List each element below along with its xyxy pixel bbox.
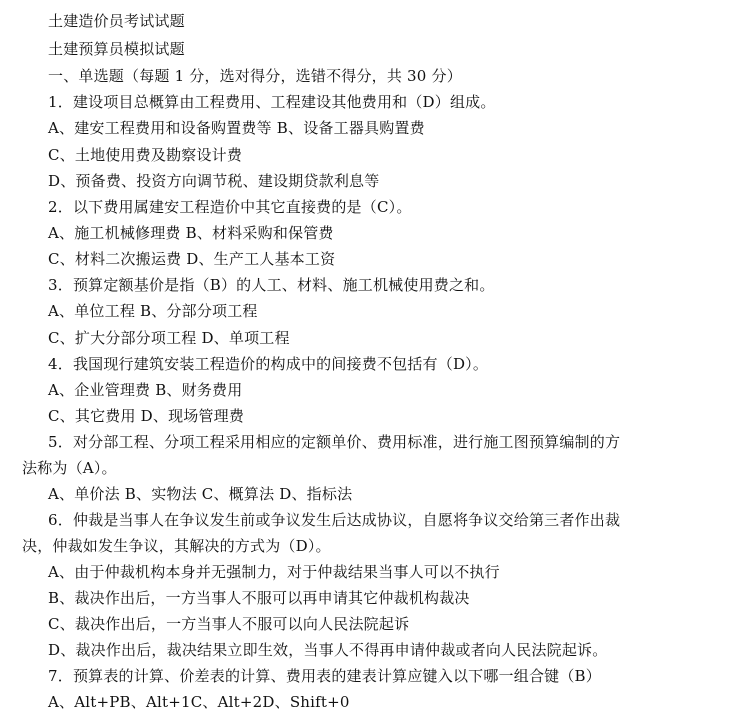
question-stem: 3．预算定额基价是指（B）的人工、材料、施工机械使用费之和。	[48, 276, 495, 294]
question-stem-continuation: 法称为（A）。	[22, 459, 117, 477]
question-option: C、土地使用费及勘察设计费	[48, 146, 243, 164]
question-stem: 4．我国现行建筑安装工程造价的构成中的间接费不包括有（D）。	[48, 355, 489, 373]
question-option: C、材料二次搬运费 D、生产工人基本工资	[48, 250, 336, 268]
question-option: A、单价法 B、实物法 C、概算法 D、指标法	[48, 485, 353, 503]
question-option: A、施工机械修理费 B、材料采购和保管费	[48, 224, 334, 242]
question-option: B、裁决作出后，一方当事人不服可以再申请其它仲裁机构裁决	[48, 589, 470, 607]
question-stem: 6．仲裁是当事人在争议发生前或争议发生后达成协议，自愿将争议交给第三者作出裁	[48, 511, 621, 529]
question-option: A、由于仲裁机构本身并无强制力，对于仲裁结果当事人可以不执行	[48, 563, 500, 581]
question-stem: 2．以下费用属建安工程造价中其它直接费的是（C）。	[48, 198, 412, 216]
question-option: C、其它费用 D、现场管理费	[48, 407, 245, 425]
document-subtitle: 土建预算员模拟试题	[48, 40, 185, 58]
question-option: A、企业管理费 B、财务费用	[48, 381, 243, 399]
question-option: C、扩大分部分项工程 D、单项工程	[48, 329, 290, 347]
question-option: A、建安工程费用和设备购置费等 B、设备工器具购置费	[48, 119, 425, 137]
question-stem: 5．对分部工程、分项工程采用相应的定额单价、费用标准，进行施工图预算编制的方	[48, 433, 621, 451]
document-title: 土建造价员考试试题	[48, 12, 185, 30]
section-heading: 一、单选题（每题 1 分，选对得分，选错不得分，共 30 分）	[48, 67, 462, 85]
question-option: C、裁决作出后，一方当事人不服可以向人民法院起诉	[48, 615, 410, 633]
question-option: D、裁决作出后，裁决结果立即生效，当事人不得再申请仲裁或者向人民法院起诉。	[48, 641, 608, 659]
question-option: A、单位工程 B、分部分项工程	[48, 302, 258, 320]
question-stem: 1．建设项目总概算由工程费用、工程建设其他费用和（D）组成。	[48, 93, 496, 111]
question-stem-continuation: 决，仲裁如发生争议，其解决的方式为（D）。	[22, 537, 331, 555]
question-stem: 7．预算表的计算、价差表的计算、费用表的建表计算应键入以下哪一组合键（B）	[48, 667, 601, 685]
question-option: D、预备费、投资方向调节税、建设期贷款利息等	[48, 172, 380, 190]
question-option: A、Alt+PB、Alt+1C、Alt+2D、Shift+0	[48, 693, 350, 711]
